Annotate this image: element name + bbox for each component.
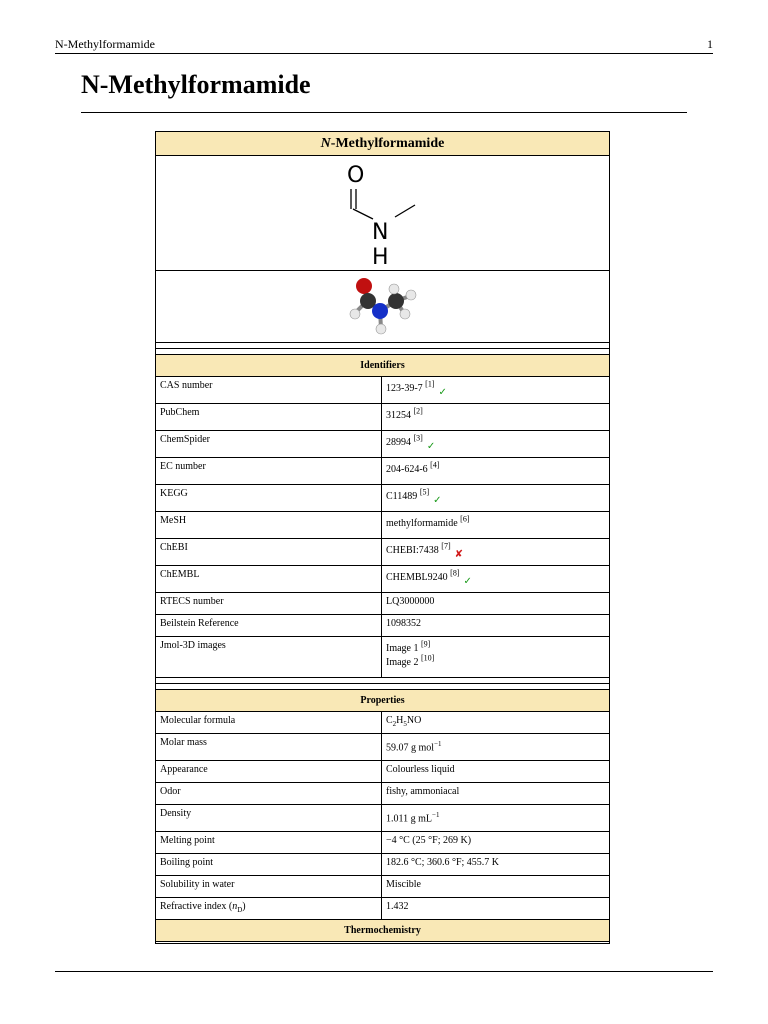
row-label: Jmol-3D images	[156, 637, 382, 677]
row-value: 31254 [2]	[386, 406, 423, 421]
verified-check-icon: ✓	[438, 387, 447, 398]
row-value: methylformamide [6]	[386, 514, 470, 529]
identifier-row-rtecs	[156, 593, 609, 615]
property-row-solubility	[156, 876, 609, 898]
reference-link[interactable]: [5]	[419, 487, 430, 497]
row-label: Density	[156, 805, 382, 831]
identifier-row-jmol	[156, 637, 609, 678]
oxygen-atom: O	[346, 163, 364, 188]
row-label: Solubility in water	[156, 876, 382, 897]
row-value: 123-39-7 [1]✓	[386, 379, 447, 398]
identifiers-header: Identifiers	[156, 355, 609, 377]
reference-link[interactable]: [4]	[430, 460, 440, 470]
identifier-row-pubchem	[156, 404, 609, 431]
reference-link[interactable]: [2]	[413, 406, 423, 416]
property-row-formula	[156, 712, 609, 734]
row-label: RTECS number	[156, 593, 382, 614]
reference-link[interactable]: [10]	[421, 653, 435, 663]
row-value: 1.432	[386, 901, 409, 912]
row-label: ChEMBL	[156, 566, 382, 592]
reference-link[interactable]: [6]	[460, 514, 470, 524]
property-row-density	[156, 805, 609, 832]
row-label: Molecular formula	[156, 712, 382, 733]
row-value: Miscible	[386, 879, 421, 890]
property-row-molar-mass	[156, 734, 609, 761]
row-value: −4 °C (25 °F; 269 K)	[386, 835, 472, 846]
row-value: C11489 [5]✓	[386, 487, 442, 506]
jmol-image-link[interactable]: Image 1	[386, 643, 419, 654]
footer-rule	[55, 971, 713, 972]
row-label: CAS number	[156, 377, 382, 403]
identifier-row-chembl	[156, 566, 609, 593]
running-title: N-Methylformamide	[55, 37, 155, 51]
row-label: Molar mass	[156, 734, 382, 760]
nitrogen-atom: N	[371, 220, 388, 245]
row-value: 182.6 °C; 360.6 °F; 455.7 K	[386, 857, 500, 868]
properties-header: Properties	[156, 690, 609, 712]
verified-check-icon: ✓	[463, 576, 472, 587]
identifier-row-cas	[156, 377, 609, 404]
property-row-odor	[156, 783, 609, 805]
not-verified-cross-icon: ✘	[454, 549, 463, 560]
reference-link[interactable]: [8]	[450, 568, 460, 578]
identifier-row-beilstein	[156, 615, 609, 637]
verified-check-icon: ✓	[426, 441, 436, 452]
chembox-title	[156, 132, 609, 156]
page-title: N-Methylformamide	[81, 70, 687, 113]
page-number: 1	[707, 37, 713, 51]
running-header	[55, 37, 713, 54]
verified-check-icon: ✓	[433, 495, 442, 506]
row-label: KEGG	[156, 485, 382, 511]
identifier-row-ec	[156, 458, 609, 485]
row-value	[382, 637, 609, 677]
row-label: Odor	[156, 783, 382, 804]
hydrogen-atom: H	[371, 245, 389, 269]
row-value: Colourless liquid	[386, 764, 455, 775]
title-rest: -Methylformamide	[330, 136, 445, 151]
row-label: MeSH	[156, 512, 382, 538]
row-label: Refractive index $(n_D)$	[156, 898, 382, 919]
property-row-appearance	[156, 761, 609, 783]
identifier-row-kegg	[156, 485, 609, 512]
row-label: ChEBI	[156, 539, 382, 565]
identifier-row-mesh	[156, 512, 609, 539]
row-value: CHEBI:7438 [7]✘	[386, 541, 463, 560]
row-value: 59.07 g mol$^{-1}$	[386, 740, 442, 754]
row-label: Melting point	[156, 832, 382, 853]
row-value: LQ3000000	[386, 596, 435, 607]
row-value: 1098352	[386, 618, 421, 629]
reference-link[interactable]: [9]	[421, 639, 431, 649]
jmol-image-link[interactable]: Image 2	[386, 657, 419, 668]
ball-and-stick-model	[338, 274, 428, 338]
property-row-melting-point	[156, 832, 609, 854]
thermochemistry-header: Thermochemistry	[156, 920, 609, 942]
ball-and-stick-image	[156, 271, 609, 343]
reference-link[interactable]: [1]	[425, 379, 435, 389]
identifier-row-chebi	[156, 539, 609, 566]
row-label: EC number	[156, 458, 382, 484]
chembox	[155, 131, 610, 944]
property-row-boiling-point	[156, 854, 609, 876]
row-label: Appearance	[156, 761, 382, 782]
property-row-refractive-index	[156, 898, 609, 920]
row-label: ChemSpider	[156, 431, 382, 457]
skeletal-formula	[323, 157, 443, 269]
row-value: 28994 [3]✓	[386, 433, 436, 452]
row-value: CHEMBL9240 [8]✓	[386, 568, 472, 587]
reference-link[interactable]: [7]	[441, 541, 451, 551]
row-label: PubChem	[156, 404, 382, 430]
identifier-row-chemspider	[156, 431, 609, 458]
row-label: Beilstein Reference	[156, 615, 382, 636]
row-value: 204-624-6 [4]	[386, 460, 440, 475]
reference-link[interactable]: [3]	[413, 433, 423, 443]
row-value: $C_2H_5NO$	[386, 715, 422, 728]
title-italic-prefix: N	[320, 136, 331, 151]
skeletal-structure-image	[156, 156, 609, 271]
row-label: Boiling point	[156, 854, 382, 875]
row-value: fishy, ammoniacal	[386, 786, 460, 797]
row-value: 1.011 g $mL^{-1}$	[386, 811, 440, 825]
